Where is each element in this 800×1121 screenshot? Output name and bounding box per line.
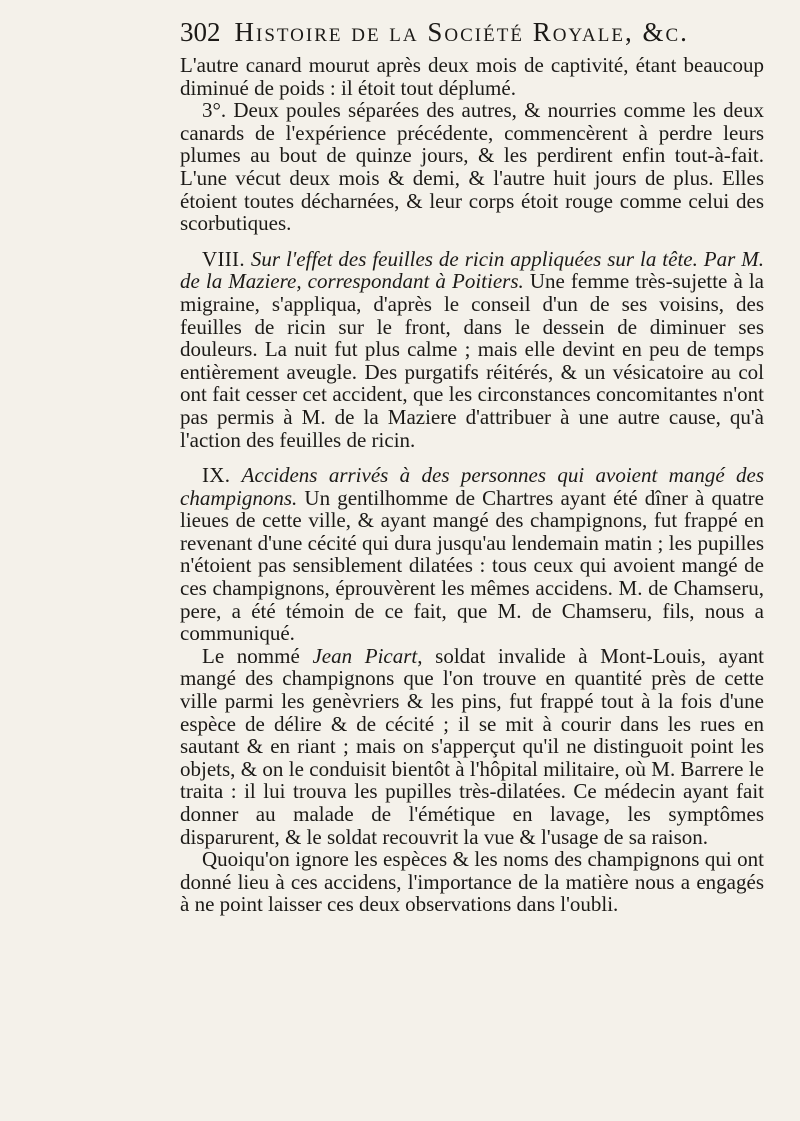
section-viii-title: Sur l'effet des feuilles de ricin appliquées sur la tête. Par M. de la Maziere, correspondant à Poitiers. — [180, 246, 764, 294]
running-header — [180, 16, 764, 48]
section-viii-number: VIII. — [202, 246, 245, 271]
section-ix — [180, 464, 764, 645]
paragraph-conclusion: Quoiqu'on ignore les espèces & les noms des champignons qui ont donné lieu à ces accidens, l'importance de la matière nous a engagés à ne point laisser ces deux observations dans l'oubli. — [180, 847, 764, 917]
section-ix-text: Un gentilhomme de Chartres ayant été dîner à quatre lieues de cette ville, & ayant mangé des champignons, fut frappé en revenant d'une cécité qui dura jusqu'au lendemain matin ; les pupilles n'étoient pas sensiblement dilatées : tous ceux qui avoient mangé de ces champignons, éprouvèrent les mêmes accidens. M. de Chamseru, pere, a été témoin de ce fait, que M. de Chamseru, fils, nous a communiqué. — [180, 485, 764, 646]
page-number: 302 — [180, 17, 221, 47]
picart-text-before: Le nommé — [202, 643, 313, 668]
section-viii-text: Une femme très-sujette à la migraine, s'appliqua, d'après le conseil d'un de ses voisins, des feuilles de ricin sur le front, dans le dessein de diminuer ses douleurs. La nuit fut plus calme ; mais elle devint en peu de temps entièrement aveugle. Des purgatifs réitérés, & un vésicatoire au col ont fait cesser cet accident, que les circonstances concomitantes n'ont pas permis à M. de la Maziere d'attribuer à une autre cause, qu'à l'action des feuilles de ricin. — [180, 269, 764, 452]
section-viii — [180, 248, 764, 451]
paragraph-hens-experiment: 3°. Deux poules séparées des autres, & nourries comme les deux canards de l'expérience précédente, commencèrent à perdre leurs plumes au bout de quinze jours, & les perdirent enfin tout-à-fait. L'une vécut deux mois & demi, & l'autre huit jours de plus. Elles étoient toutes décharnées, & leur corps étoit rouge comme celui des scorbutiques. — [180, 98, 764, 236]
picart-text-after: , soldat invalide à Mont-Louis, ayant mangé des champignons que l'on trouve en quantité près de cette ville parmi les genèvriers & les pins, fut frappé tout à la fois d'une espèce de délire & de cécité ; il se mit à courir dans les rues en sautant & en riant ; mais on s'apperçut qu'il ne distinguoit point les objets, & on le conduisit bientôt à l'hôpital militaire, où M. Barrere le traita : il lui trouva les pupilles très-dilatées. Ce médecin ayant fait donner au malade de l'émétique en lavage, les symptômes disparurent, & le soldat recouvrit la vue & l'usage de sa raison. — [180, 643, 764, 849]
running-title: Histoire de la Société Royale, &c. — [234, 17, 689, 47]
picart-name: Jean Picart — [312, 643, 418, 668]
paragraph-jean-picart — [180, 645, 764, 848]
section-ix-title: Accidens arrivés à des personnes qui avoient mangé des champignons. — [180, 463, 765, 510]
section-ix-number: IX. — [202, 463, 231, 488]
paragraph-duck-death: L'autre canard mourut après deux mois de captivité, étant beaucoup diminué de poids : il étoit tout déplumé. — [180, 53, 764, 100]
